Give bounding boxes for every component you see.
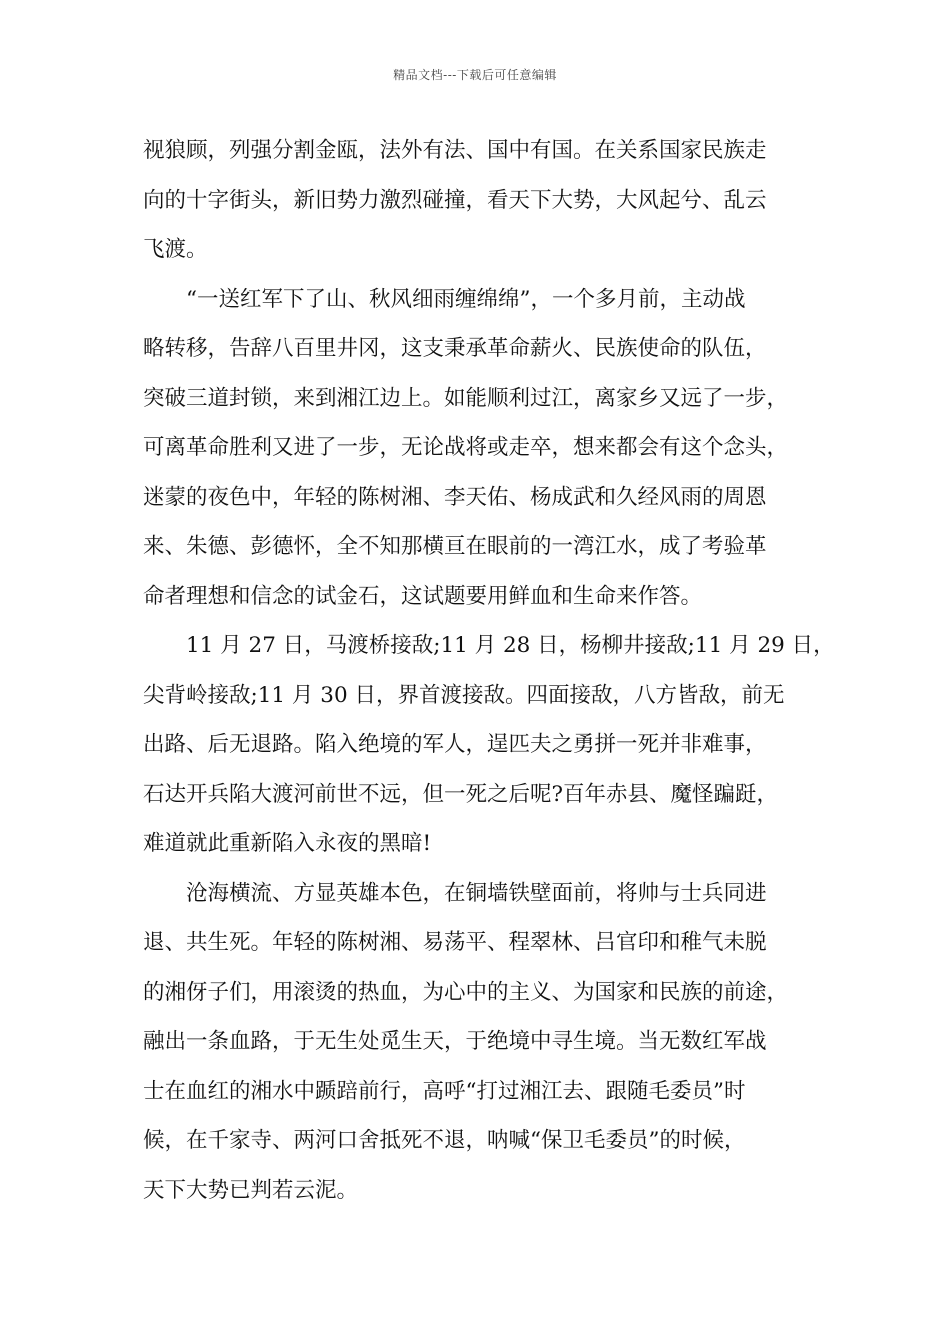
text-line: 沧海横流、方显英雄本色，在铜墙铁壁面前，将帅与士兵同进 <box>186 880 767 906</box>
text-line: 向的十字街头，新旧势力激烈碰撞，看天下大势，大风起兮、乱云 <box>143 187 767 213</box>
paragraph-4 <box>143 875 833 1211</box>
text-line: 飞渡。 <box>143 237 208 262</box>
text-line: 尖背岭接敌;11 月 30 日，界首渡接敌。四面接敌，八方皆敌，前无 <box>143 682 785 708</box>
text-line: 11 月 27 日，马渡桥接敌;11 月 28 日，杨柳井接敌;11 月 29 日， <box>186 633 835 658</box>
text-line: 难道就此重新陷入永夜的黑暗! <box>143 831 432 856</box>
paragraph-2 <box>143 281 833 617</box>
paragraph-1 <box>143 132 833 270</box>
text-line: 来、朱德、彭德怀，全不知那横亘在眼前的一湾江水，成了考验革 <box>143 534 767 559</box>
text-line: 士在血红的湘水中踬踣前行，高呼“打过湘江去、跟随毛委员”时 <box>143 1078 746 1104</box>
text-line: 突破三道封锁，来到湘江边上。如能顺利过江，离家乡又远了一步， <box>143 385 789 411</box>
text-line: 命者理想和信念的试金石，这试题要用鲜血和生命来作答。 <box>143 583 703 609</box>
text-line: 候，在千家寺、两河口舍抵死不退，呐喊“保卫毛委员”的时候， <box>143 1128 746 1153</box>
text-line: 可离革命胜利又进了一步，无论战将或走卒，想来都会有这个念头， <box>143 435 789 460</box>
text-line: 石达开兵陷大渡河前世不远，但一死之后呢?百年赤县、魔怪蹁跹， <box>143 781 779 807</box>
text-line: 天下大势已判若云泥。 <box>143 1177 359 1203</box>
page-header: 精品文档---下载后可任意编辑 <box>393 68 557 82</box>
text-line: “一送红军下了山、秋风细雨缠绵绵”，一个多月前，主动战 <box>186 286 746 312</box>
text-line: 退、共生死。年轻的陈树湘、易荡平、程翠林、吕官印和稚气未脱 <box>143 930 767 955</box>
text-line: 迷蒙的夜色中，年轻的陈树湘、李天佑、杨成武和久经风雨的周恩 <box>143 484 767 510</box>
text-line: 的湘伢子们，用滚烫的热血，为心中的主义、为国家和民族的前途， <box>143 979 789 1005</box>
text-line: 融出一条血路，于无生处觅生天，于绝境中寻生境。当无数红军战 <box>143 1029 767 1054</box>
paragraph-3 <box>143 627 833 864</box>
text-line: 略转移，告辞八百里井冈，这支秉承革命薪火、民族使命的队伍， <box>143 336 767 361</box>
document-body <box>143 132 833 1221</box>
text-line: 视狼顾，列强分割金瓯，法外有法、国中有国。在关系国家民族走 <box>143 138 767 163</box>
text-line: 出路、后无退路。陷入绝境的军人，逞匹夫之勇拼一死并非难事， <box>143 732 767 757</box>
